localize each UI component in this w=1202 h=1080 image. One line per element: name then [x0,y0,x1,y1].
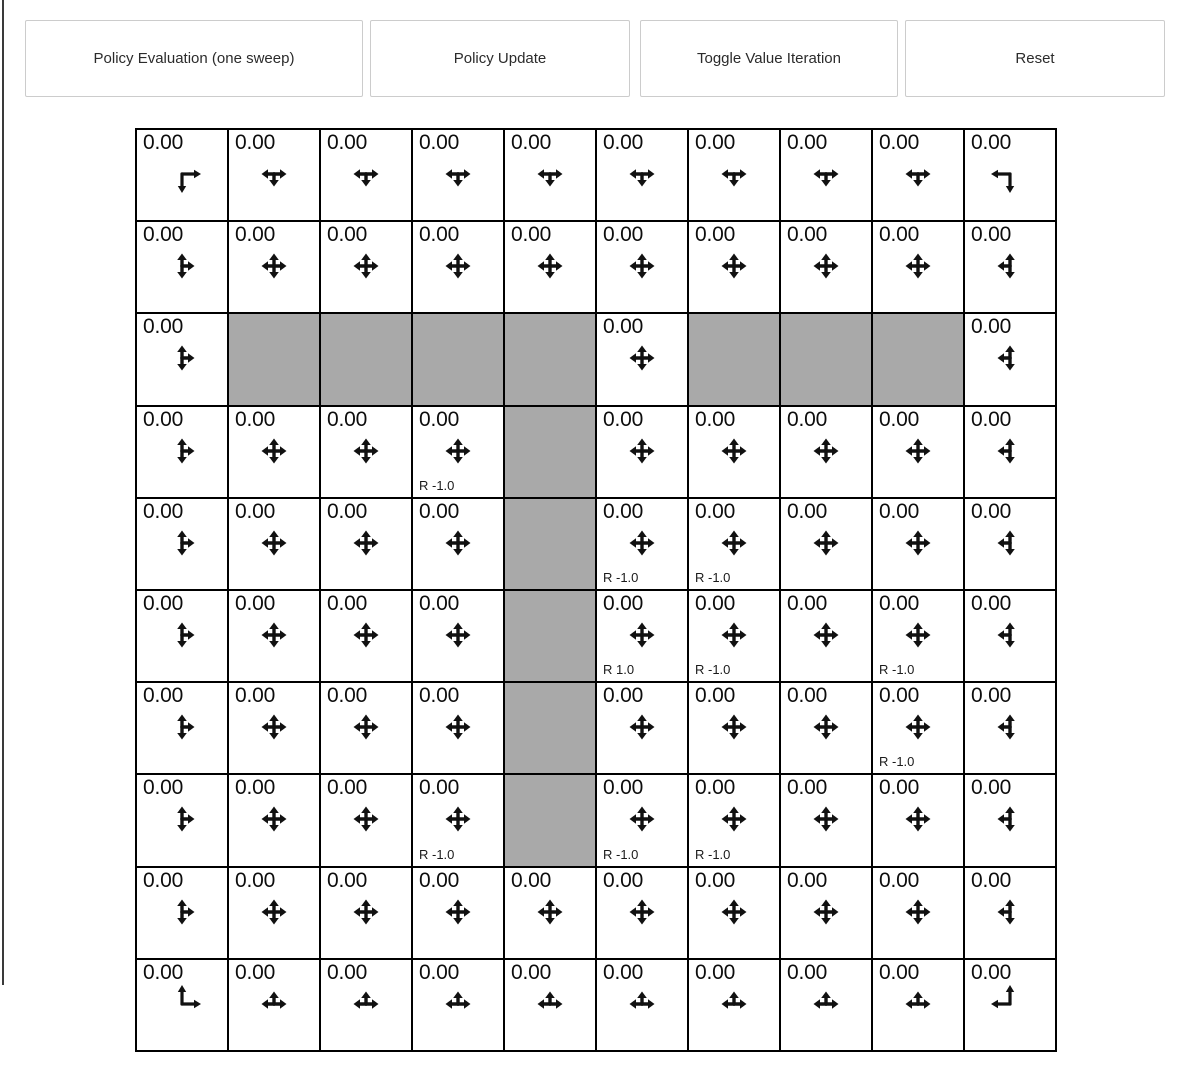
reward-label: R -1.0 [879,754,915,770]
state-cell[interactable] [596,313,688,405]
state-cell[interactable] [228,498,320,590]
state-value: 0.00 [971,776,1012,800]
policy-arrows-icon [254,615,294,655]
policy-arrows-icon [714,154,754,194]
state-value: 0.00 [235,499,276,523]
state-cell[interactable] [228,590,320,682]
wall-cell[interactable] [872,313,964,405]
state-value: 0.00 [787,960,828,984]
state-value: 0.00 [879,960,920,984]
state-value: 0.00 [327,684,368,708]
state-cell[interactable] [688,867,780,959]
state-cell[interactable] [688,221,780,313]
state-value: 0.00 [235,223,276,247]
state-value: 0.00 [327,776,368,800]
state-cell[interactable] [964,498,1056,590]
state-cell[interactable] [136,774,228,866]
state-value: 0.00 [143,407,184,431]
state-cell[interactable] [320,867,412,959]
toolbar [0,0,1202,110]
policy-arrows-icon [162,523,202,563]
state-value: 0.00 [695,591,736,615]
wall-cell[interactable] [504,313,596,405]
policy-arrows-icon [254,799,294,839]
state-cell[interactable] [136,313,228,405]
state-value: 0.00 [695,960,736,984]
state-cell[interactable] [596,590,688,682]
state-value: 0.00 [879,591,920,615]
state-cell[interactable] [228,406,320,498]
policy-arrows-icon [714,523,754,563]
state-cell[interactable] [596,682,688,774]
state-value: 0.00 [419,407,460,431]
state-cell[interactable] [596,498,688,590]
wall-cell[interactable] [504,774,596,866]
policy-arrows-icon [806,615,846,655]
state-value: 0.00 [879,684,920,708]
policy-arrows-icon [346,154,386,194]
state-value: 0.00 [143,684,184,708]
state-value: 0.00 [603,591,644,615]
state-value: 0.00 [695,131,736,154]
policy-arrows-icon [438,707,478,747]
policy-arrows-icon [898,154,938,194]
state-value: 0.00 [879,131,920,154]
state-cell[interactable] [688,774,780,866]
state-value: 0.00 [235,960,276,984]
wall-cell[interactable] [320,313,412,405]
state-cell[interactable] [320,590,412,682]
state-cell[interactable] [872,774,964,866]
policy-arrows-icon [530,984,570,1024]
state-value: 0.00 [787,684,828,708]
policy-arrows-icon [162,984,202,1024]
policy-arrows-icon [346,246,386,286]
policy-arrows-icon [806,154,846,194]
state-cell[interactable] [228,774,320,866]
state-value: 0.00 [235,868,276,892]
state-value: 0.00 [327,407,368,431]
state-value: 0.00 [695,776,736,800]
state-cell[interactable] [412,406,504,498]
policy-arrows-icon [438,984,478,1024]
state-value: 0.00 [879,223,920,247]
policy-arrows-icon [990,246,1030,286]
state-value: 0.00 [511,223,552,247]
state-value: 0.00 [327,499,368,523]
state-cell[interactable] [780,590,872,682]
state-cell[interactable] [412,129,504,221]
state-value: 0.00 [695,223,736,247]
state-value: 0.00 [143,591,184,615]
wall-cell[interactable] [228,313,320,405]
state-value: 0.00 [327,868,368,892]
state-cell[interactable] [412,774,504,866]
policy-arrows-icon [162,892,202,932]
wall-cell[interactable] [504,406,596,498]
policy-arrows-icon [714,892,754,932]
policy-arrows-icon [346,431,386,471]
policy-arrows-icon [162,338,202,378]
policy-arrows-icon [898,523,938,563]
reward-label: R -1.0 [879,662,915,678]
policy-arrows-icon [898,984,938,1024]
state-cell[interactable] [780,867,872,959]
reward-label: R -1.0 [695,846,731,862]
policy-arrows-icon [714,431,754,471]
policy-arrows-icon [990,523,1030,563]
state-cell[interactable] [136,590,228,682]
policy-arrows-icon [622,984,662,1024]
state-cell[interactable] [688,959,780,1051]
state-cell[interactable] [136,867,228,959]
policy-arrows-icon [806,431,846,471]
policy-arrows-icon [806,892,846,932]
state-cell[interactable] [320,406,412,498]
state-value: 0.00 [235,591,276,615]
policy-arrows-icon [990,154,1030,194]
state-cell[interactable] [504,129,596,221]
state-value: 0.00 [235,131,276,154]
state-cell[interactable] [964,313,1056,405]
state-value: 0.00 [419,684,460,708]
policy-arrows-icon [346,707,386,747]
state-value: 0.00 [603,960,644,984]
policy-arrows-icon [714,246,754,286]
state-cell[interactable] [136,959,228,1051]
state-value: 0.00 [971,131,1012,154]
policy-arrows-icon [898,707,938,747]
policy-arrows-icon [898,246,938,286]
state-value: 0.00 [511,131,552,154]
wall-cell[interactable] [688,313,780,405]
state-cell[interactable] [596,867,688,959]
reward-label: R -1.0 [695,662,731,678]
policy-arrows-icon [162,799,202,839]
state-value: 0.00 [419,868,460,892]
state-value: 0.00 [971,960,1012,984]
state-cell[interactable] [320,682,412,774]
state-value: 0.00 [879,868,920,892]
policy-arrows-icon [254,431,294,471]
state-cell[interactable] [412,867,504,959]
state-value: 0.00 [419,223,460,247]
policy-arrows-icon [806,984,846,1024]
reward-label: R 1.0 [603,662,635,678]
policy-arrows-icon [346,799,386,839]
state-value: 0.00 [327,223,368,247]
state-cell[interactable] [964,682,1056,774]
state-cell[interactable] [688,682,780,774]
state-cell[interactable] [320,959,412,1051]
state-value: 0.00 [695,684,736,708]
policy-arrows-icon [714,707,754,747]
state-cell[interactable] [872,590,964,682]
policy-arrows-icon [438,431,478,471]
state-cell[interactable] [320,774,412,866]
policy-arrows-icon [162,246,202,286]
policy-arrows-icon [622,615,662,655]
state-cell[interactable] [412,498,504,590]
state-value: 0.00 [143,223,184,247]
state-value: 0.00 [971,591,1012,615]
policy-update-button[interactable]: Policy Update [370,20,630,97]
policy-arrows-icon [622,799,662,839]
gridworld-grid [135,128,1057,1052]
policy-arrows-icon [990,984,1030,1024]
state-cell[interactable] [596,129,688,221]
state-cell[interactable] [596,406,688,498]
policy-arrows-icon [990,431,1030,471]
state-cell[interactable] [688,498,780,590]
state-cell[interactable] [136,682,228,774]
policy-arrows-icon [622,892,662,932]
policy-arrows-icon [254,892,294,932]
state-value: 0.00 [235,407,276,431]
state-cell[interactable] [964,774,1056,866]
state-value: 0.00 [143,315,184,339]
state-cell[interactable] [596,221,688,313]
window-edge-line [2,0,4,985]
state-value: 0.00 [787,131,828,154]
state-cell[interactable] [412,682,504,774]
policy-arrows-icon [162,707,202,747]
policy-arrows-icon [806,799,846,839]
reward-label: R -1.0 [603,569,639,585]
state-value: 0.00 [603,223,644,247]
state-cell[interactable] [228,867,320,959]
policy-arrows-icon [806,707,846,747]
state-cell[interactable] [136,406,228,498]
wall-cell[interactable] [504,590,596,682]
state-value: 0.00 [603,131,644,154]
state-value: 0.00 [143,960,184,984]
policy-arrows-icon [438,892,478,932]
policy-arrows-icon [714,799,754,839]
state-value: 0.00 [879,776,920,800]
state-cell[interactable] [872,867,964,959]
state-cell[interactable] [136,221,228,313]
policy-arrows-icon [530,154,570,194]
policy-arrows-icon [162,615,202,655]
state-value: 0.00 [787,499,828,523]
state-cell[interactable] [780,498,872,590]
state-value: 0.00 [879,499,920,523]
state-cell[interactable] [872,498,964,590]
policy-arrows-icon [438,523,478,563]
state-cell[interactable] [872,129,964,221]
state-value: 0.00 [787,591,828,615]
policy-arrows-icon [254,707,294,747]
state-value: 0.00 [971,868,1012,892]
policy-arrows-icon [438,154,478,194]
state-value: 0.00 [327,131,368,154]
policy-arrows-icon [162,431,202,471]
state-cell[interactable] [504,221,596,313]
state-cell[interactable] [964,129,1056,221]
policy-arrows-icon [622,523,662,563]
policy-arrows-icon [346,892,386,932]
state-cell[interactable] [964,590,1056,682]
state-value: 0.00 [419,960,460,984]
state-value: 0.00 [787,223,828,247]
policy-arrows-icon [346,615,386,655]
state-cell[interactable] [596,959,688,1051]
policy-arrows-icon [806,246,846,286]
state-value: 0.00 [603,499,644,523]
state-cell[interactable] [596,774,688,866]
state-cell[interactable] [964,867,1056,959]
policy-arrows-icon [438,799,478,839]
policy-arrows-icon [714,984,754,1024]
state-value: 0.00 [235,684,276,708]
state-value: 0.00 [787,776,828,800]
state-value: 0.00 [419,131,460,154]
policy-arrows-icon [898,615,938,655]
policy-evaluation-button[interactable]: Policy Evaluation (one sweep) [25,20,363,97]
policy-arrows-icon [990,892,1030,932]
state-cell[interactable] [780,959,872,1051]
policy-arrows-icon [438,246,478,286]
state-value: 0.00 [419,776,460,800]
state-cell[interactable] [136,498,228,590]
state-cell[interactable] [320,129,412,221]
policy-arrows-icon [622,707,662,747]
policy-arrows-icon [898,799,938,839]
state-value: 0.00 [327,960,368,984]
policy-arrows-icon [990,707,1030,747]
state-cell[interactable] [872,682,964,774]
policy-arrows-icon [898,431,938,471]
state-value: 0.00 [603,315,644,339]
state-cell[interactable] [688,406,780,498]
state-cell[interactable] [780,129,872,221]
state-value: 0.00 [695,499,736,523]
state-cell[interactable] [780,774,872,866]
reward-label: R -1.0 [695,569,731,585]
state-cell[interactable] [780,406,872,498]
state-cell[interactable] [228,221,320,313]
wall-cell[interactable] [412,313,504,405]
state-value: 0.00 [511,960,552,984]
state-cell[interactable] [228,682,320,774]
state-value: 0.00 [971,407,1012,431]
state-value: 0.00 [143,776,184,800]
state-value: 0.00 [143,868,184,892]
policy-arrows-icon [346,523,386,563]
policy-arrows-icon [622,431,662,471]
state-value: 0.00 [511,868,552,892]
state-value: 0.00 [787,407,828,431]
state-cell[interactable] [504,959,596,1051]
policy-arrows-icon [254,154,294,194]
state-cell[interactable] [504,867,596,959]
state-value: 0.00 [603,684,644,708]
policy-arrows-icon [898,892,938,932]
policy-arrows-icon [530,892,570,932]
policy-arrows-icon [990,615,1030,655]
state-cell[interactable] [964,406,1056,498]
state-cell[interactable] [320,498,412,590]
policy-arrows-icon [714,615,754,655]
state-cell[interactable] [320,221,412,313]
state-cell[interactable] [688,590,780,682]
policy-arrows-icon [530,246,570,286]
state-cell[interactable] [872,221,964,313]
state-cell[interactable] [228,959,320,1051]
state-value: 0.00 [419,499,460,523]
policy-arrows-icon [990,338,1030,378]
policy-arrows-icon [990,799,1030,839]
state-cell[interactable] [872,406,964,498]
state-cell[interactable] [688,129,780,221]
state-value: 0.00 [971,315,1012,339]
wall-cell[interactable] [504,498,596,590]
policy-arrows-icon [622,154,662,194]
state-cell[interactable] [412,590,504,682]
reward-label: R -1.0 [419,846,455,862]
state-value: 0.00 [695,407,736,431]
state-cell[interactable] [780,682,872,774]
reward-label: R -1.0 [419,477,455,493]
state-cell[interactable] [412,221,504,313]
state-cell[interactable] [780,221,872,313]
policy-arrows-icon [346,984,386,1024]
state-value: 0.00 [603,776,644,800]
state-value: 0.00 [143,499,184,523]
state-value: 0.00 [695,868,736,892]
policy-arrows-icon [622,338,662,378]
state-value: 0.00 [971,223,1012,247]
reset-button[interactable]: Reset [905,20,1165,97]
policy-arrows-icon [254,984,294,1024]
wall-cell[interactable] [504,682,596,774]
toggle-value-iteration-button[interactable]: Toggle Value Iteration [640,20,898,97]
state-cell[interactable] [964,959,1056,1051]
policy-arrows-icon [438,615,478,655]
state-cell[interactable] [228,129,320,221]
state-cell[interactable] [136,129,228,221]
policy-arrows-icon [162,154,202,194]
state-cell[interactable] [872,959,964,1051]
policy-arrows-icon [254,523,294,563]
state-value: 0.00 [787,868,828,892]
state-cell[interactable] [964,221,1056,313]
state-cell[interactable] [412,959,504,1051]
state-value: 0.00 [603,407,644,431]
state-value: 0.00 [971,684,1012,708]
policy-arrows-icon [254,246,294,286]
policy-arrows-icon [622,246,662,286]
state-value: 0.00 [419,591,460,615]
reward-label: R -1.0 [603,846,639,862]
state-value: 0.00 [327,591,368,615]
state-value: 0.00 [879,407,920,431]
policy-arrows-icon [806,523,846,563]
state-value: 0.00 [971,499,1012,523]
state-value: 0.00 [143,131,184,154]
state-value: 0.00 [603,868,644,892]
state-value: 0.00 [235,776,276,800]
wall-cell[interactable] [780,313,872,405]
